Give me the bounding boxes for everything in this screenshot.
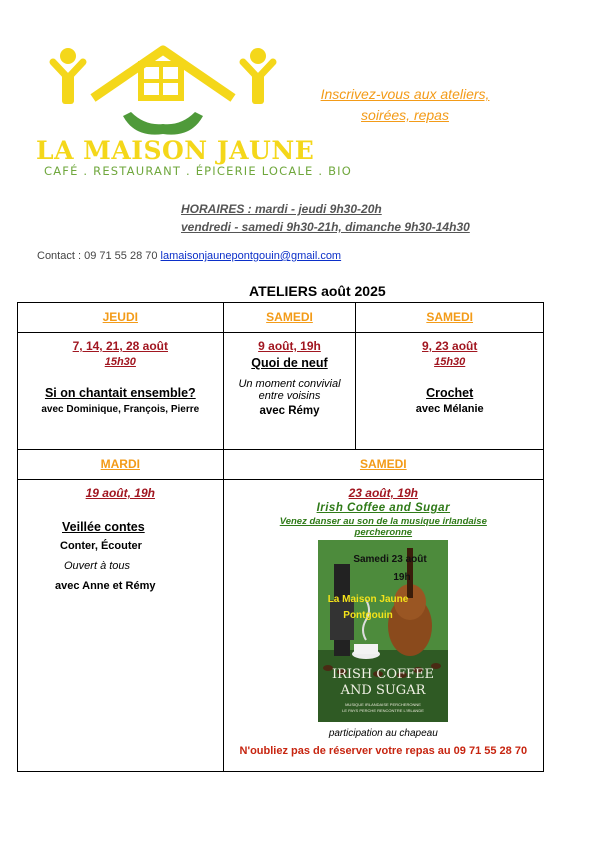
workshop-cell [223, 480, 543, 772]
opening-hours [181, 200, 470, 236]
brand-subtitle: CAFÉ . RESTAURANT . ÉPICERIE LOCALE . BIO [44, 164, 353, 178]
workshop-dates: 9 août, 19h [258, 339, 321, 353]
poster-tagline: LE PAYS PERCHE RENCONTRE L'IRLANDE [342, 708, 425, 713]
day-header: SAMEDI [223, 450, 543, 480]
reservation-reminder: N'oubliez pas de réserver votre repas au 09 71 55 28 70 [239, 745, 528, 757]
workshop-title: Irish Coffee and Sugar [316, 502, 451, 514]
workshop-subtitle: Conter, Écouter [60, 540, 142, 552]
day-header: SAMEDI [223, 303, 356, 333]
hours-line: HORAIRES : mardi - jeudi 9h30-20h [181, 202, 382, 216]
workshop-dates: 9, 23 août [422, 339, 478, 353]
poster-venue: Pontgouin [343, 610, 394, 621]
workshop-description: percheronne [354, 527, 413, 538]
concert-poster [318, 540, 448, 722]
brand-name: LA MAISON JAUNE [36, 136, 315, 165]
day-header: SAMEDI [356, 303, 544, 333]
hours-line: vendredi - samedi 9h30-21h, dimanche 9h30-14h30 [181, 220, 470, 234]
workshop-time: 15h30 [434, 356, 466, 368]
page-title: ATELIERS août 2025 [249, 283, 386, 299]
workshop-title: Quoi de neuf [251, 356, 328, 370]
workshop-dates: 7, 14, 21, 28 août [72, 339, 168, 353]
contact-line [37, 250, 341, 262]
workshop-cell [356, 333, 544, 450]
workshop-dates: 23 août, 19h [348, 486, 418, 500]
poster-band: IRISH COFFEE [332, 667, 435, 682]
poster-venue: La Maison Jaune [328, 594, 409, 605]
contact-email-link[interactable]: lamaisonjaunepontgouin@gmail.com [160, 250, 342, 262]
workshop-host: avec Mélanie [415, 403, 484, 415]
workshop-note: Ouvert à tous [64, 560, 131, 572]
table-row [18, 303, 544, 333]
price-note: participation au chapeau [328, 728, 438, 739]
promo-line: Inscrivez-vous aux ateliers, [320, 86, 490, 102]
workshop-host: avec Rémy [259, 405, 320, 417]
workshop-title: Veillée contes [62, 520, 145, 534]
schedule-table [17, 302, 544, 772]
person-icon [60, 48, 76, 64]
workshop-description: entre voisins [258, 390, 321, 402]
workshop-cell [18, 480, 224, 772]
workshop-title: Si on chantait ensemble? [44, 386, 196, 400]
contact-phone: Contact : 09 71 55 28 70 [37, 250, 158, 262]
day-header: MARDI [18, 450, 224, 480]
day-header: JEUDI [18, 303, 224, 333]
promo-text [300, 84, 510, 126]
hands-icon [123, 112, 163, 135]
poster-date: Samedi 23 août [353, 554, 427, 565]
workshop-description: Venez danser au son de la musique irlandaise [279, 516, 487, 527]
workshop-title: Crochet [426, 386, 474, 400]
table-row [18, 450, 544, 480]
table-row [18, 333, 544, 450]
workshop-dates: 19 août, 19h [85, 486, 155, 500]
workshop-host: avec Dominique, François, Pierre [41, 404, 200, 415]
workshop-time: 15h30 [104, 356, 136, 368]
workshop-host: avec Anne et Rémy [55, 580, 156, 592]
workshop-description: Un moment convivial [238, 378, 341, 390]
person-icon [250, 48, 266, 64]
poster-band: AND SUGAR [340, 683, 426, 698]
promo-line: soirées, repas [361, 107, 449, 123]
poster-tagline: MUSIQUE IRLANDAISE PERCHERONNE [345, 702, 422, 707]
table-row [18, 480, 544, 772]
workshop-cell [18, 333, 224, 450]
workshop-cell [223, 333, 356, 450]
poster-time: 19h [393, 572, 411, 583]
